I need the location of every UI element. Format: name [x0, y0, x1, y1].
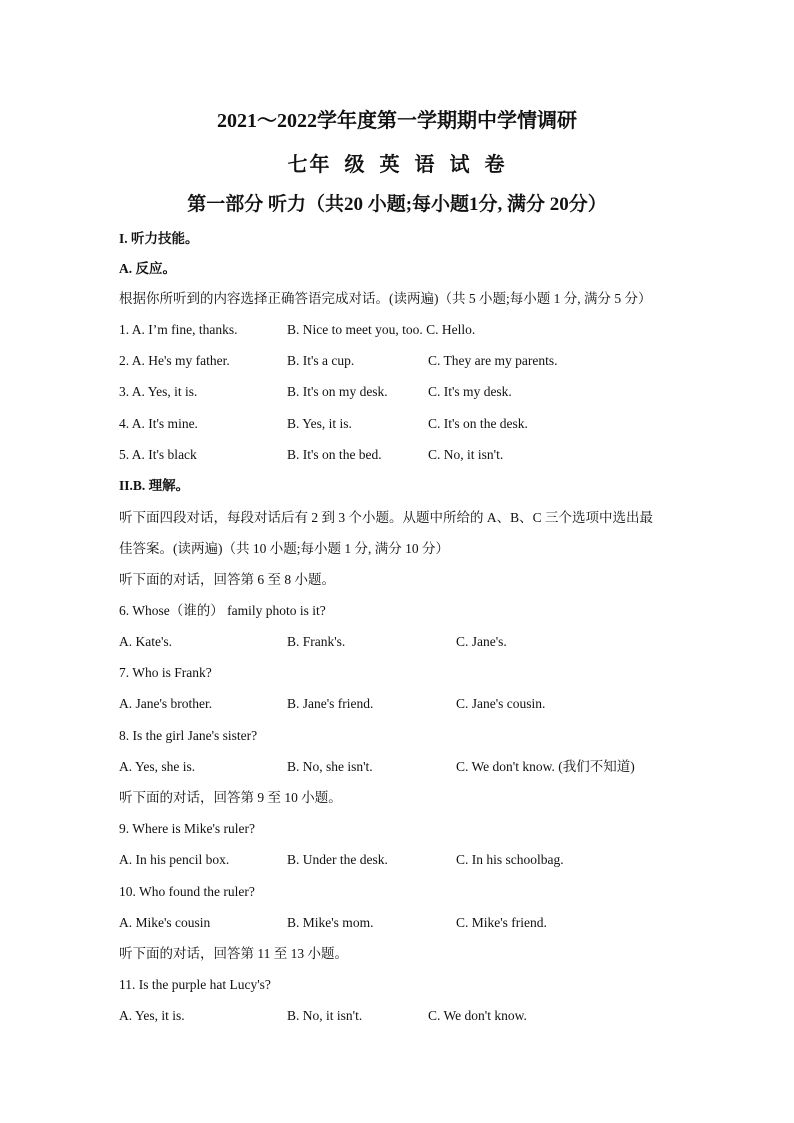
q8-option-a: A. Yes, she is. — [119, 759, 196, 774]
q10-option-b: B. Mike's mom. — [287, 915, 374, 930]
q5-option-c: C. No, it isn't. — [428, 447, 504, 462]
q6-option-b: B. Frank's. — [287, 634, 346, 649]
q4-option-b: B. Yes, it is. — [287, 416, 352, 431]
q7-option-a: A. Jane's brother. — [119, 696, 213, 711]
q8-stem: 8. Is the girl Jane's sister? — [119, 728, 258, 743]
q8-option-b: B. No, she isn't. — [287, 759, 373, 774]
q6-option-a: A. Kate's. — [119, 634, 173, 649]
q10-stem: 10. Who found the ruler? — [119, 884, 255, 899]
q2-option-b: B. It's a cup. — [287, 353, 355, 368]
q2-option-c: C. They are my parents. — [428, 353, 558, 368]
section1-subheading: A. 反应。 — [119, 261, 176, 276]
q9-option-c: C. In his schoolbag. — [456, 852, 564, 867]
q7-option-c: C. Jane's cousin. — [456, 696, 546, 711]
q10-option-c: C. Mike's friend. — [456, 915, 547, 930]
q3-option-a: 3. A. Yes, it is. — [119, 384, 198, 399]
q9-stem: 9. Where is Mike's ruler? — [119, 821, 256, 836]
q7-stem: 7. Who is Frank? — [119, 665, 212, 680]
q9-option-b: B. Under the desk. — [287, 852, 388, 867]
q4-option-a: 4. A. It's mine. — [119, 416, 198, 431]
section1-instruction: 根据你所听到的内容选择正确答语完成对话。(读两遍)（共 5 小题;每小题 1 分, 满分 5 分） — [119, 291, 652, 306]
q5-option-b: B. It's on the bed. — [287, 447, 382, 462]
part-heading: 第一部分 听力（共20 小题;每小题1分, 满分 20分） — [187, 194, 607, 215]
q7-option-b: B. Jane's friend. — [287, 696, 374, 711]
q6-stem: 6. Whose（谁的） family photo is it? — [119, 603, 326, 618]
q8-option-c: C. We don't know. (我们不知道) — [456, 759, 635, 774]
q4-option-c: C. It's on the desk. — [428, 416, 528, 431]
q3-option-b: B. It's on my desk. — [287, 384, 388, 399]
q11-option-b: B. No, it isn't. — [287, 1008, 363, 1023]
q6-option-c: C. Jane's. — [456, 634, 507, 649]
q1-option-a: 1. A. I’m fine, thanks. — [119, 322, 238, 337]
q2-option-a: 2. A. He's my father. — [119, 353, 230, 368]
dialog1-intro: 听下面的对话，回答第 6 至 8 小题。 — [119, 572, 335, 587]
q9-option-a: A. In his pencil box. — [119, 852, 230, 867]
section2-instruction-2: 佳答案。(读两遍)（共 10 小题;每小题 1 分, 满分 10 分） — [119, 541, 449, 556]
q5-option-a: 5. A. It's black — [119, 447, 197, 462]
exam-title: 2021～2022学年度第一学期期中学情调研 — [217, 110, 577, 132]
q10-option-a: A. Mike's cousin — [119, 915, 211, 930]
q11-option-c: C. We don't know. — [428, 1008, 527, 1023]
dialog2-intro: 听下面的对话，回答第 9 至 10 小题。 — [119, 790, 342, 805]
q11-stem: 11. Is the purple hat Lucy's? — [119, 977, 271, 992]
section2-instruction-1: 听下面四段对话，每段对话后有 2 到 3 个小题。从题中所给的 A、B、C 三个选项中选出最 — [119, 510, 654, 525]
q11-option-a: A. Yes, it is. — [119, 1008, 185, 1023]
q1-option-b: B. Nice to meet you, too. C. Hello. — [287, 322, 476, 337]
exam-subtitle: 七年 级 英 语 试 卷 — [287, 154, 507, 176]
section2-heading: II.B. 理解。 — [119, 478, 190, 493]
q3-option-c: C. It's my desk. — [428, 384, 512, 399]
dialog3-intro: 听下面的对话，回答第 11 至 13 小题。 — [119, 946, 348, 961]
section1-heading: I. 听力技能。 — [119, 231, 199, 246]
